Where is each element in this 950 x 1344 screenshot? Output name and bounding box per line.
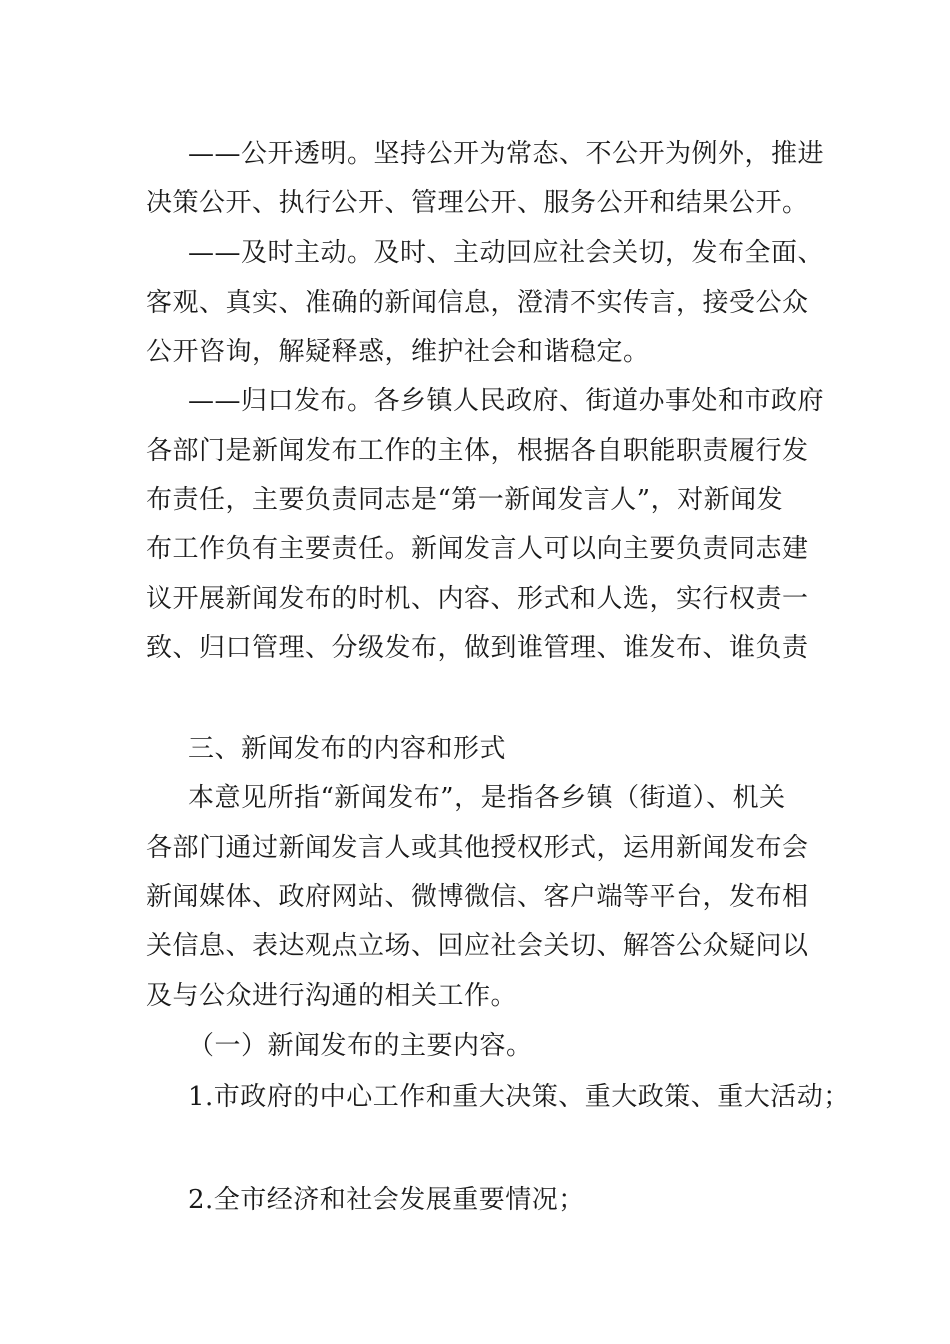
list-item: 2.全市经济和社会发展重要情况； [188,1185,585,1215]
text-line: 布工作负有主要责任。新闻发言人可以向主要负责同志建 [146,534,809,564]
text-line: 新闻媒体、政府网站、微博微信、客户端等平台，发布相 [146,882,809,912]
text-line: 各部门是新闻发布工作的主体，根据各自职能职责履行发 [146,436,809,466]
text-line: 客观、真实、准确的新闻信息，澄清不实传言，接受公众 [146,288,809,318]
text-line: ——归口发布。各乡镇人民政府、街道办事处和市政府 [188,386,825,416]
text-line: ——及时主动。及时、主动回应社会关切，发布全面、 [188,238,825,268]
text-line: 决策公开、执行公开、管理公开、服务公开和结果公开。 [146,188,809,218]
text-line: 致、归口管理、分级发布，做到谁管理、谁发布、谁负责 [146,633,809,663]
text-line: 本意见所指“新闻发布”，是指各乡镇（街道）、机关 [188,783,786,813]
text-line: ——公开透明。坚持公开为常态、不公开为例外，推进 [188,139,825,169]
subsection-heading: （一）新闻发布的主要内容。 [188,1031,533,1061]
section-heading: 三、新闻发布的内容和形式 [188,734,507,764]
text-line: 议开展新闻发布的时机、内容、形式和人选，实行权责一 [146,584,809,614]
text-line: 关信息、表达观点立场、回应社会关切、解答公众疑问以 [146,931,809,961]
text-line: 布责任，主要负责同志是“第一新闻发言人”，对新闻发 [146,485,784,515]
text-line: 及与公众进行沟通的相关工作。 [146,981,518,1011]
text-line: 各部门通过新闻发言人或其他授权形式，运用新闻发布会 [146,833,809,863]
text-line: 公开咨询，解疑释惑，维护社会和谐稳定。 [146,337,650,367]
list-item: 1.市政府的中心工作和重大决策、重大政策、重大活动； [188,1082,850,1112]
